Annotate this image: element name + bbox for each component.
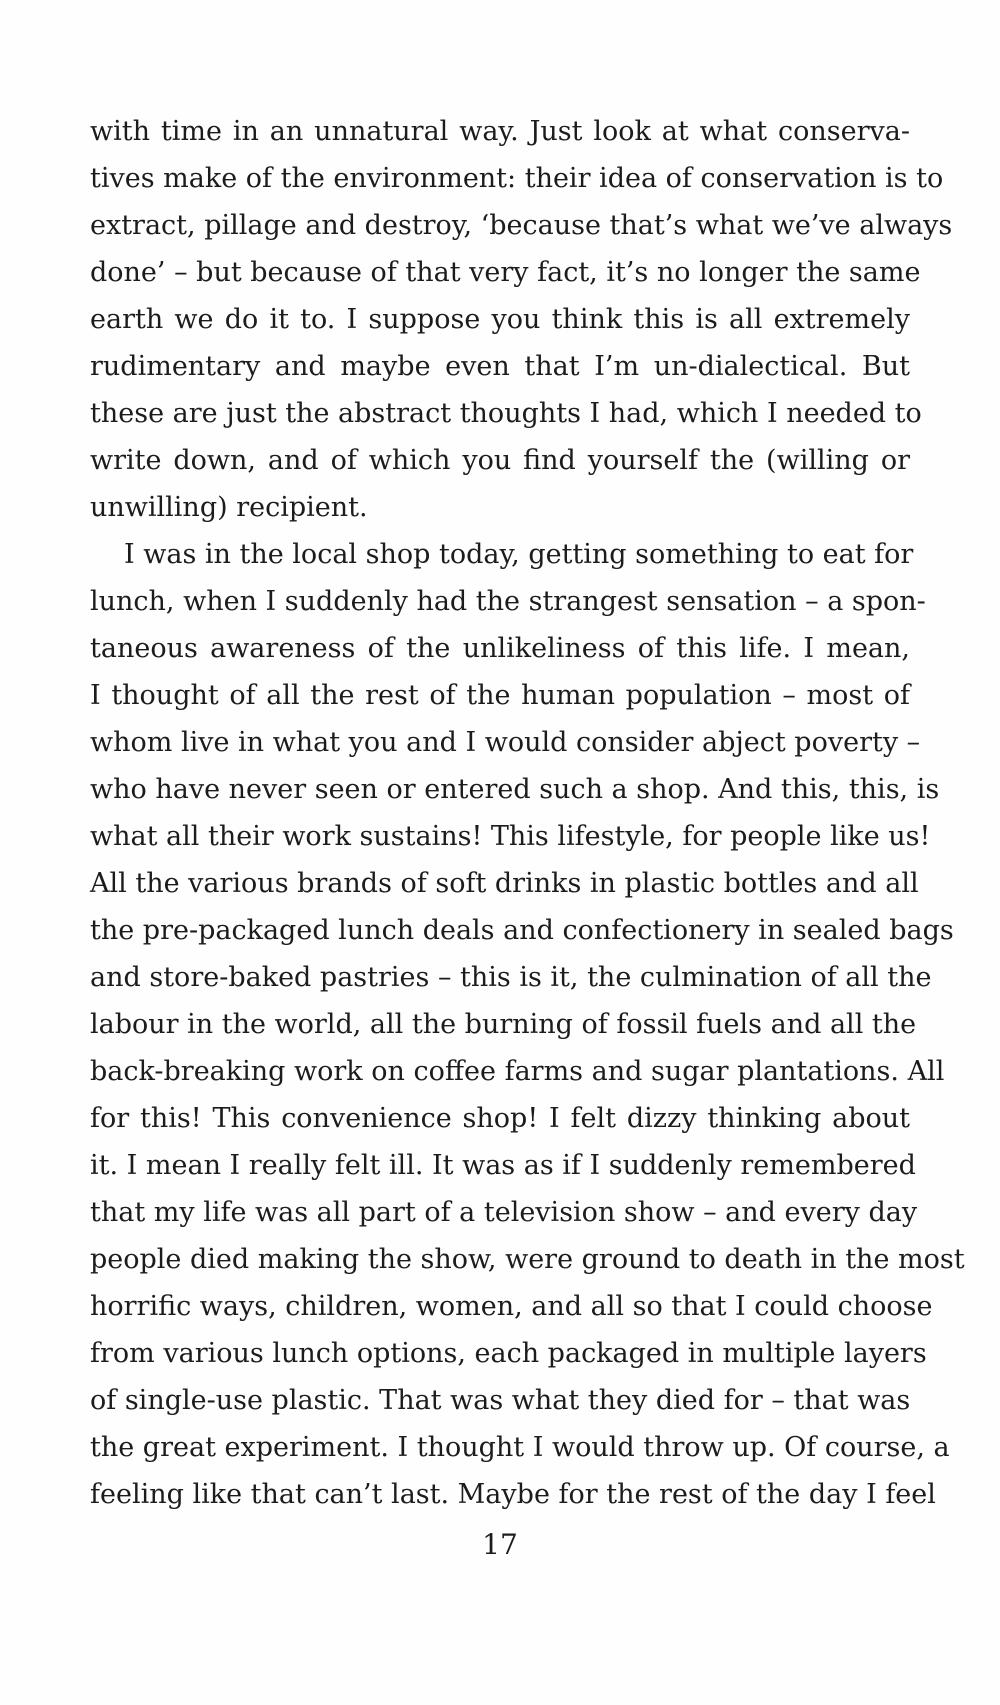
text-line: lunch, when I suddenly had the strangest sensation – a spon- [90,586,926,617]
text-line: All the various brands of soft drinks in plastic bottles and all [90,868,919,899]
text-line: tives make of the environment: their idea of conservation is to [90,163,944,194]
text-line: horrific ways, children, women, and all so that I could choose [90,1291,933,1322]
text-line: the great experiment. I thought I would throw up. Of course, a [90,1432,950,1463]
text-line: from various lunch options, each packaged in multiple layers [90,1338,927,1369]
text-line: it. I mean I really felt ill. It was as if I suddenly remembered [90,1150,916,1181]
text-line: what all their work sustains! This lifestyle, for people like us! [90,821,931,852]
text-line: and store-baked pastries – this is it, the culmination of all the [90,962,932,993]
text-line: feeling like that can’t last. Maybe for the rest of the day I feel [90,1479,936,1510]
text-line: people died making the show, were ground to death in the most [90,1244,965,1275]
text-line: with time in an unnatural way. Just look at what conserva- [90,116,910,147]
text-line: labour in the world, all the burning of fossil fuels and all the [90,1009,917,1040]
text-line: I was in the local shop today, getting something to eat for [124,539,914,570]
text-line: of single-use plastic. That was what they died for – that was [90,1385,911,1416]
text-line: for this! This convenience shop! I felt dizzy thinking about [90,1103,910,1134]
text-line: who have never seen or entered such a shop. And this, this, is [90,774,940,805]
body-text [90,108,965,1518]
text-line: that my life was all part of a television show – and every day [90,1197,918,1228]
text-line: these are just the abstract thoughts I had, which I needed to [90,398,922,429]
text-line: whom live in what you and I would consider abject poverty – [90,727,921,758]
page-number: 17 [482,1528,518,1561]
text-line: the pre-packaged lunch deals and confectionery in sealed bags [90,915,954,946]
text-line: earth we do it to. I suppose you think this is all extremely [90,304,910,335]
text-line: back-breaking work on coffee farms and sugar plantations. All [90,1056,945,1087]
text-line: taneous awareness of the unlikeliness of this life. I mean, [90,633,910,664]
paragraph [90,108,953,531]
text-line: write down, and of which you find yourself the (willing or [90,445,910,476]
text-line: done’ – but because of that very fact, it’s no longer the same [90,257,921,288]
text-line: I thought of all the rest of the human population – most of [90,680,910,711]
text-line: rudimentary and maybe even that I’m un-dialectical. But [90,351,910,382]
text-line: extract, pillage and destroy, ‘because that’s what we’ve always [90,210,953,241]
text-line: unwilling) recipient. [90,492,368,523]
paragraph [90,531,965,1518]
